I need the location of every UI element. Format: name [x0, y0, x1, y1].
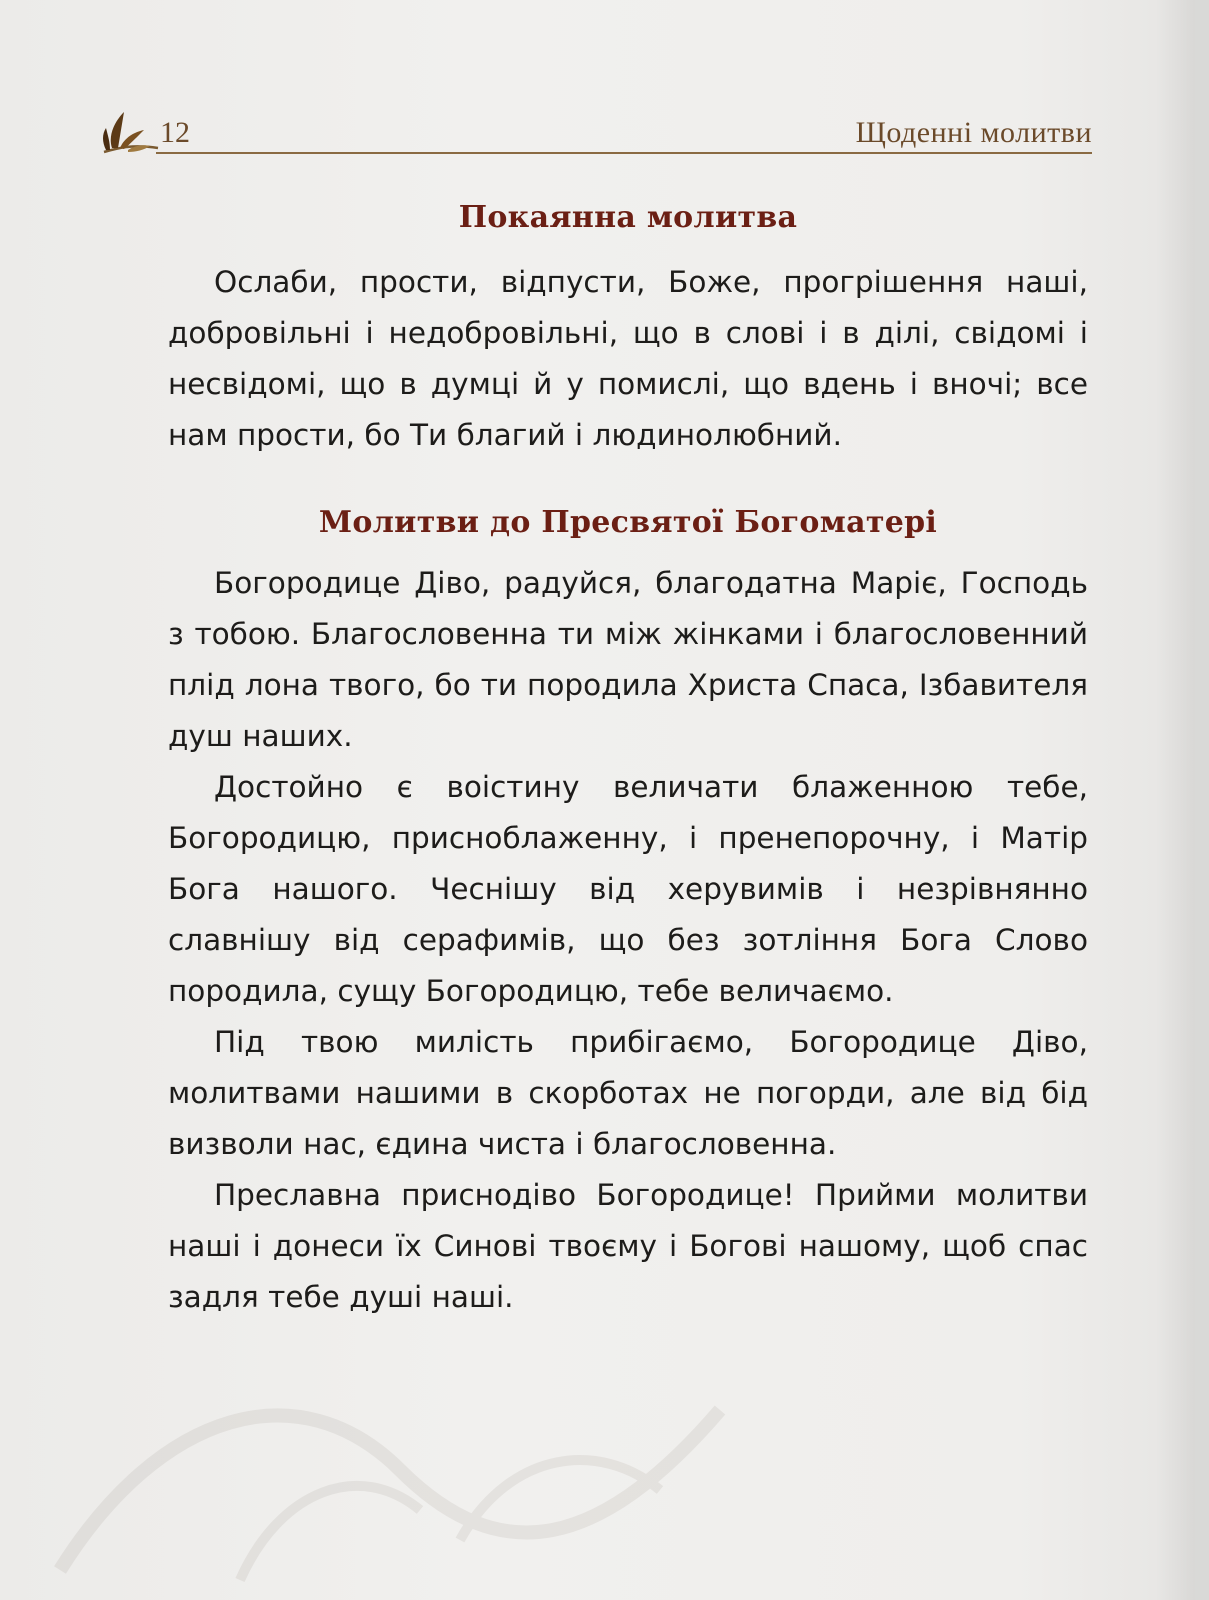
section-penitential-prayer — [168, 200, 1088, 461]
background-flourish-icon — [40, 1290, 740, 1590]
running-title: Щоденні молитви — [855, 116, 1092, 149]
page-number: 12 — [160, 116, 190, 149]
paragraph: Під твою милість прибігаємо, Богородице Діво, молитвами нашими в скорботах не погорди, але від бід визволи нас, єдина чиста і благословенна. — [168, 1025, 1088, 1161]
section-title: Молитви до Пресвятої Богоматері — [318, 505, 938, 540]
page-gutter-shadow — [1155, 0, 1195, 1600]
paragraph: Ослаби, прости, відпусти, Боже, прогрішення наші, добровільні і недобровільні, що в слові і в ділі, свідомі і несвідомі, що в думці й у помислі, що вдень і вночі; все нам прости, бо Ти благий і людинолюбний. — [168, 265, 1088, 452]
header-rule — [156, 152, 1092, 154]
paragraph: Богородице Діво, радуйся, благодатна Маріє, Господь з тобою. Благословенна ти між жінками і благословенний плід лона твого, бо ти породила Христа Спаса, Ізбавителя душ наших. — [168, 566, 1088, 753]
paragraph: Преславна приснодіво Богородице! Прийми молитви наші і донеси їх Синові твоєму і Богові нашому, щоб спас задля тебе душі наші. — [168, 1178, 1088, 1314]
paragraph: Достойно є воістину величати блаженною тебе, Богородицю, присноблаженну, і пренепорочну, і Матір Бога нашого. Чеснішу від херувимів і незрівнянно славнішу від серафимів, що без зотління Бога Слово породила, сущу Богородицю, тебе величаємо. — [168, 770, 1088, 1008]
page-content — [168, 200, 1088, 1323]
section-title: Покаянна молитва — [458, 200, 798, 235]
running-header — [98, 108, 1092, 158]
floral-ornament-icon — [98, 108, 168, 158]
section-theotokos-prayers — [168, 505, 1088, 1323]
